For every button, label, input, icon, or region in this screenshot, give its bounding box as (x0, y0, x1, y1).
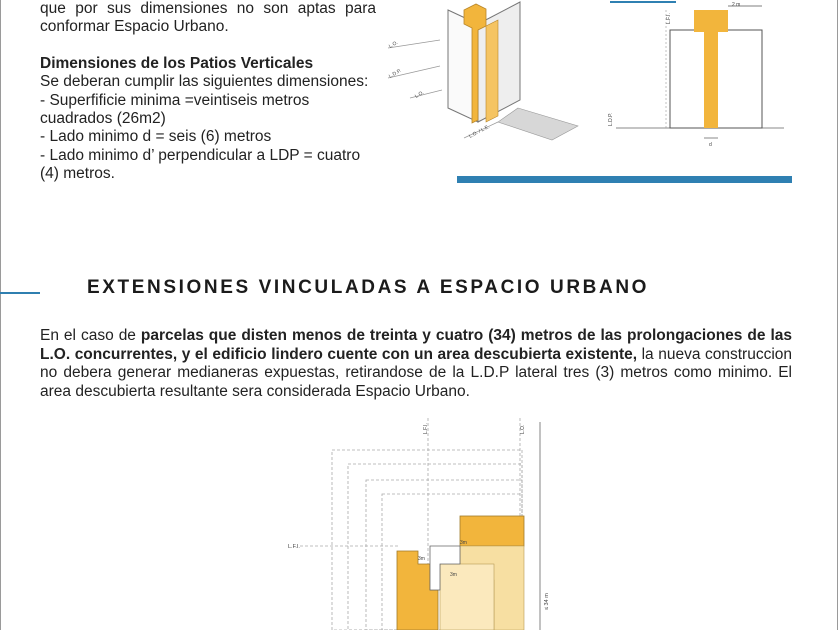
divider-bar (457, 176, 792, 183)
diagram-label: L.F.I. (423, 423, 429, 434)
dimension-label: - Superfificie minima = (40, 91, 194, 109)
dimension-item-3 (40, 147, 376, 184)
diagram-label: L.F.I. (666, 13, 672, 24)
patio-side (486, 20, 498, 122)
para-intro: En el caso de (40, 327, 141, 344)
diagram-label: d (709, 142, 712, 148)
plan-extension-diagram (280, 414, 570, 630)
isometric-patio-diagram (380, 0, 580, 160)
dimension-label: - Lado minimo d = (40, 128, 165, 146)
diagram-label: L.D.P. (608, 112, 614, 126)
diagram-label: L.F.I. (288, 544, 300, 550)
diagram-label: L.D.P. (388, 67, 403, 80)
diagram-label: L.O. (414, 89, 426, 100)
dimension-item-2 (40, 128, 376, 146)
diagram-label: ≤ 34 m (544, 593, 550, 610)
diagram-label: 3m (418, 556, 425, 562)
continuation-text: que por sus dimensiones no son aptas para conformar Espacio Urbano. (40, 0, 376, 36)
diagram-label: L.O. / L.E. (468, 123, 491, 140)
light-yellow-volume-2 (440, 564, 494, 630)
dimension-label: - Lado minimo d’ perpendicular a LDP = (40, 146, 313, 164)
left-text-column (40, 0, 376, 184)
section-patio-diagram (596, 0, 792, 160)
dimension-value: cuatro (4) metros. (40, 146, 361, 183)
patio-section (694, 10, 728, 128)
dimension-item-1 (40, 92, 376, 129)
patios-heading: Dimensiones de los Patios Verticales (40, 54, 314, 72)
new-construction-block (460, 516, 524, 546)
para-rest: la nueva construccion no debera generar medianeras expuestas, retirandose de la L.D.P lateral tres (3) metros como minimo. El area descubierta resultante sera considerada Espacio Urbano. (40, 345, 793, 400)
para-bold: parcelas que disten menos de treinta y cuatro (34) metros de las prolongaciones de las L.O. concurrentes, y el edificio lindero cuente con un area descubierta existente, (40, 327, 792, 363)
section-paragraph (40, 327, 792, 401)
patios-intro: Se deberan cumplir las siguientes dimensiones: (40, 73, 369, 91)
section-title: EXTENSIONES VINCULADAS A ESPACIO URBANO (87, 277, 650, 298)
diagram-label: L.O. (520, 424, 526, 434)
dimension-value: veintiseis metros cuadrados (26m2) (40, 91, 310, 128)
dimension-value: seis (6) metros (164, 128, 272, 146)
diagram-label: 3m (450, 572, 457, 578)
diagram-label: 3m (460, 540, 467, 546)
diagram-label: L.O. (388, 39, 400, 50)
diagram-label: 2 m (732, 2, 741, 8)
section-rule (0, 292, 40, 294)
hatched-ground (498, 108, 578, 140)
